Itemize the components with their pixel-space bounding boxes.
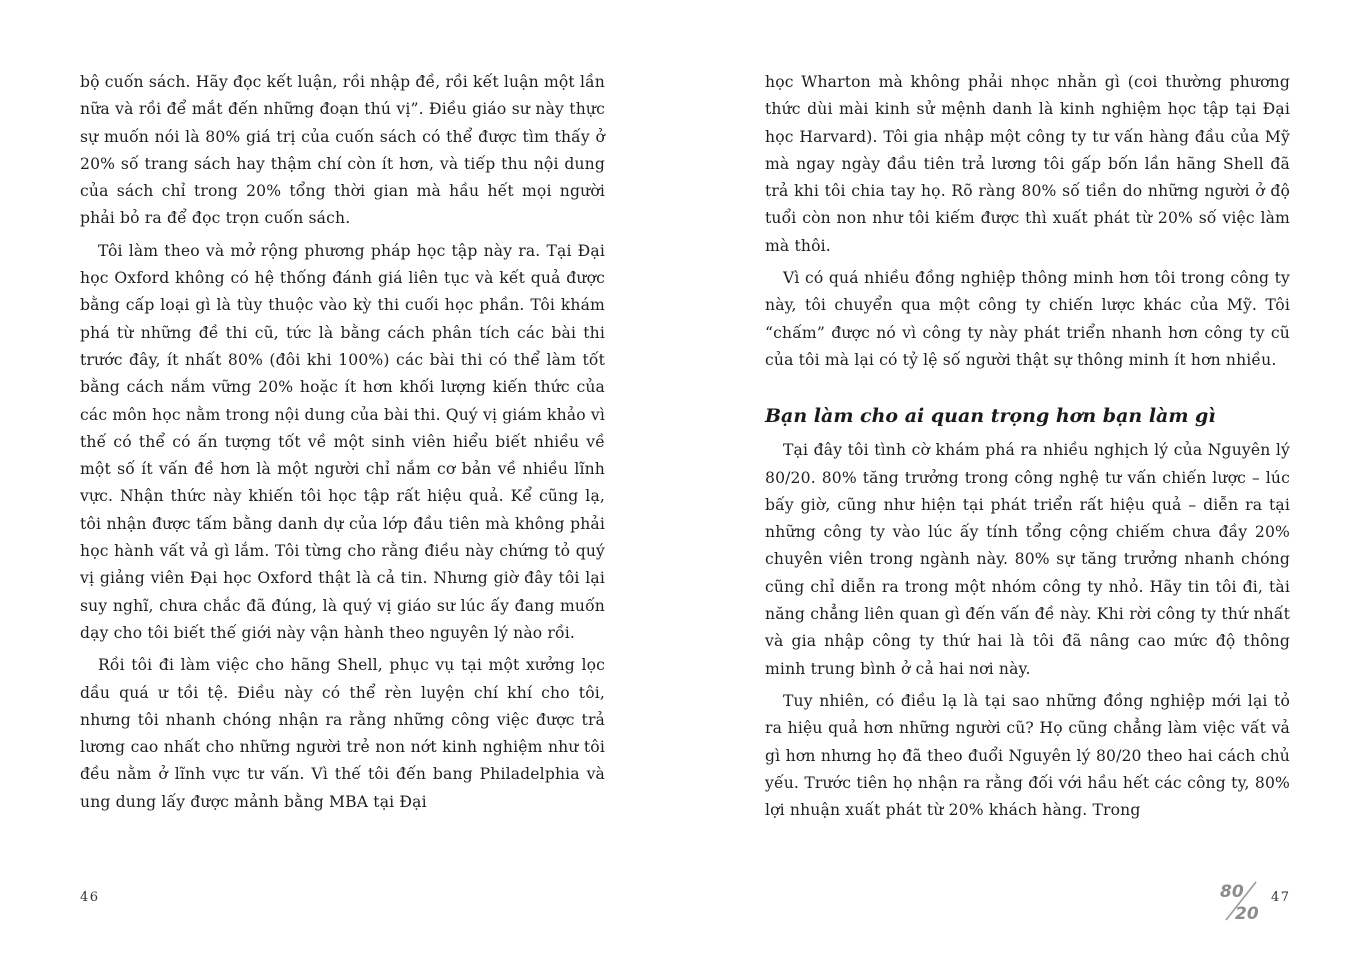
paragraph: Tuy nhiên, có điều lạ là tại sao những đồng nghiệp mới lại tỏ ra hiệu quả hơn những người cũ? Họ cũng chẳng làm việc vất vả gì hơn nhưng họ đã theo đuổi Nguyên lý 80/20 theo hai cách chủ yếu. Trước tiên họ nhận ra rằng đối với hầu hết các công ty, 80% lợi nhuận xuất phát từ 20% khách hàng. Trong xyxy=(765,691,1290,820)
paragraph: Vì có quá nhiều đồng nghiệp thông minh hơn tôi trong công ty này, tôi chuyển qua một công ty chiến lược khác của Mỹ. Tôi “chấm” được nó vì công ty này phát triển nhanh hơn công ty cũ của tôi mà lại có tỷ lệ số người thật sự thông minh ít hơn nhiều. xyxy=(765,269,1290,369)
logo-bottom-number: 20 xyxy=(1235,904,1259,922)
paragraph: Rồi tôi đi làm việc cho hãng Shell, phục vụ tại một xưởng lọc dầu quá ư tồi tệ. Điều này có thể rèn luyện chí khí cho tôi, nhưng tôi nhanh chóng nhận ra rằng những công việc được trả lương cao nhất cho những người trẻ non nớt kinh nghiệm như tôi đều nằm ở lĩnh vực tư vấn. Vì thế tôi đến bang Philadelphia và ung dung lấy được mảnh bằng MBA tại Đại xyxy=(80,656,605,811)
section-heading: Bạn làm cho ai quan trọng hơn bạn làm gì xyxy=(765,405,1216,428)
right-page-text xyxy=(765,69,1290,824)
paragraph: Tại đây tôi tình cờ khám phá ra nhiều nghịch lý của Nguyên lý 80/20. 80% tăng trưởng trong công nghệ tư vấn chiến lược – lúc bấy giờ, cũng như hiện tại phát triển rất hiệu quả – diễn ra tại những công ty vào lúc ấy tính tổng cộng chiếm chưa đầy 20% chuyên viên trong ngành này. 80% sự tăng trưởng nhanh chóng cũng chỉ diễn ra trong một nhóm công ty nhỏ. Hãy tin tôi đi, tài năng chẳng liên quan gì đến vấn đề này. Khi rời công ty thứ nhất và gia nhập công ty thứ hai là tôi đã nâng cao mức độ thông minh trung bình ở cả hai nơi này. xyxy=(765,441,1290,678)
right-page xyxy=(685,0,1370,969)
left-page-text xyxy=(80,69,605,816)
paragraph: Tôi làm theo và mở rộng phương pháp học tập này ra. Tại Đại học Oxford không có hệ thống đánh giá liên tục và kết quả được bằng cấp loại gì là tùy thuộc vào kỳ thi cuối học phần. Tôi khám phá từ những đề thi cũ, tức là bằng cách phân tích các bài thi trước đây, ít nhất 80% (đôi khi 100%) các bài thi có thể làm tốt bằng cách nắm vững 20% hoặc ít hơn khối lượng kiến thức của các môn học nằm trong nội dung của bài thi. Quý vị giám khảo vì thế có thể có ấn tượng tốt về một sinh viên hiểu biết nhiều về một số ít vấn đề hơn là một người chỉ nắm cơ bản về nhiều lĩnh vực. Nhận thức này khiến tôi học tập rất hiệu quả. Kể cũng lạ, tôi nhận được tấm bằng danh dự của lớp đầu tiên mà không phải học hành vất vả gì lắm. Tôi từng cho rằng điều này chứng tỏ quý vị giảng viên Đại học Oxford thật là cả tin. Nhưng giờ đây tôi lại suy nghĩ, chưa chắc đã đúng, là quý vị giáo sư lúc ấy đang muốn dạy cho tôi biết thế giới này vận hành theo nguyên lý nào rồi. xyxy=(80,241,605,642)
page-number-right: 47 xyxy=(1271,890,1291,905)
logo-top-number: 80 xyxy=(1220,882,1244,902)
paragraph: học Wharton mà không phải nhọc nhằn gì (coi thường phương thức dùi mài kinh sử mệnh danh là kinh nghiệm học tập tại Đại học Harvard). Tôi gia nhập một công ty tư vấn hàng đầu của Mỹ mà ngay ngày đầu tiên trả lương tôi gấp bốn lần hãng Shell đã trả khi tôi chia tay họ. Rõ ràng 80% số tiền do những người ở độ tuổi còn non như tôi kiếm được thì xuất phát từ 20% số việc làm mà thôi. xyxy=(765,73,1290,255)
eighty-twenty-logo-icon xyxy=(1220,880,1262,922)
page-number-left: 46 xyxy=(80,890,100,905)
paragraph: bộ cuốn sách. Hãy đọc kết luận, rồi nhập đề, rồi kết luận một lần nữa và rồi để mắt đến những đoạn thú vị”. Điều giáo sư này thực sự muốn nói là 80% giá trị của cuốn sách có thể được tìm thấy ở 20% số trang sách hay thậm chí còn ít hơn, và tiếp thu nội dung của sách chỉ trong 20% tổng thời gian mà hầu hết mọi người phải bỏ ra để đọc trọn cuốn sách. xyxy=(80,73,605,228)
